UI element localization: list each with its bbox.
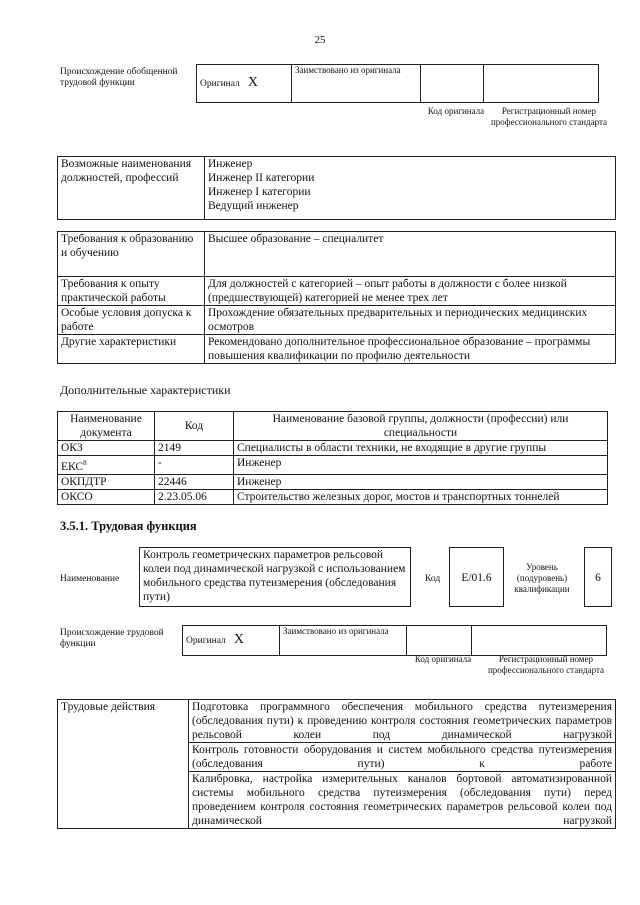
req-value: Рекомендовано дополнительное профессиональное образование – программы повышения квалификации по профилю деятельности [205, 335, 616, 364]
possible-titles-table [57, 156, 616, 220]
borrowed-cell: Заимствовано из оригинала [280, 626, 407, 656]
doc-group: Инженер [234, 456, 608, 475]
origin-function-table [182, 625, 607, 656]
original-label: Оригинал [186, 636, 226, 646]
footnote-mark: 8 [83, 459, 87, 467]
labor-actions-label: Трудовые действия [58, 700, 189, 829]
labor-action-item: Подготовка программного обеспечения мобильного средства путеизмерения (обследования пути) к проведению контроля состояния геометрических параметров рельсовой колеи под динамической нагрузкой [189, 700, 616, 743]
page-number: 25 [314, 34, 326, 46]
function-name-value: Контроль геометрических параметров рельсовой колеи под динамической нагрузкой с использованием мобильного средства путеизмерения (обследования пути) [139, 547, 411, 607]
labor-action-item: Контроль готовности оборудования и систем мобильного средства путеизмерения (обследования пути) к работе [189, 743, 616, 772]
section-heading: 3.5.1. Трудовая функция [60, 519, 197, 533]
original-mark: X [233, 632, 244, 647]
origin-generalized-table [196, 64, 599, 103]
req-label: Особые условия допуска к работе [58, 306, 205, 335]
req-label: Требования к опыту практической работы [58, 277, 205, 306]
doc-group: Инженер [234, 474, 608, 489]
title-item: Инженер I категории [208, 186, 311, 198]
labor-actions-table [57, 699, 616, 829]
header-code: Код [155, 412, 234, 441]
req-label: Другие характеристики [58, 335, 205, 364]
header-name: Наименование базовой группы, должности (профессии) или специальности [234, 412, 608, 441]
function-name-label: Наименование [60, 574, 120, 584]
labor-action-item: Калибровка, настройка измерительных каналов бортовой автоматизированной системы мобильного средства путеизмерения (обследования пути) перед проведением контроля состояния геометрических параметров рельсовой колеи под динамической нагрузкой [189, 772, 616, 829]
req-value: Для должностей с категорией – опыт работы в должности с более низкой (предшествующей) категорией не менее трех лет [205, 277, 616, 306]
origin-generalized-label: Происхождение обобщенной трудовой функции [60, 67, 178, 88]
possible-titles-label: Возможные наименования должностей, профессий [58, 157, 205, 220]
additional-table [57, 411, 608, 505]
regnum-caption: Регистрационный номер профессионального стандарта [487, 654, 605, 675]
doc-code: 22446 [155, 474, 234, 489]
code-caption: Код оригинала [414, 654, 472, 664]
doc-group: Специалисты в области техники, не входящие в другие группы [234, 441, 608, 456]
possible-titles-values [205, 157, 616, 220]
title-item: Инженер II категории [208, 172, 315, 184]
regnum-cell [484, 65, 599, 103]
doc-group: Строительство железных дорог, мостов и транспортных тоннелей [234, 489, 608, 504]
doc-code: - [155, 456, 234, 475]
req-value: Высшее образование – специалитет [205, 232, 616, 277]
doc-name: ОКЗ [61, 442, 83, 454]
title-item: Ведущий инженер [208, 200, 299, 212]
original-code-cell [407, 626, 472, 656]
doc-name: ЕКС [61, 460, 84, 473]
original-label: Оригинал [200, 79, 240, 89]
doc-name: ОКПДТР [61, 475, 107, 488]
requirements-table [57, 231, 616, 364]
table-row [58, 489, 608, 504]
doc-code: 2.23.05.06 [155, 489, 234, 504]
additional-title: Дополнительные характеристики [60, 383, 231, 397]
req-label: Требования к образованию и обучению [58, 232, 205, 277]
doc-code: 2149 [155, 441, 234, 456]
original-cell [197, 65, 292, 103]
borrowed-cell: Заимствовано из оригинала [292, 65, 421, 103]
table-row [58, 441, 608, 456]
regnum-cell [472, 626, 607, 656]
origin-function-label: Происхождение трудовой функции [60, 628, 164, 649]
function-level-label: Уровень (подуровень) квалификации [514, 562, 570, 594]
function-level-value: 6 [584, 547, 612, 607]
function-code-value: E/01.6 [449, 547, 504, 607]
original-mark: X [247, 75, 258, 90]
function-code-label: Код [425, 574, 441, 584]
regnum-caption: Регистрационный номер профессионального стандарта [490, 106, 608, 127]
original-code-cell [421, 65, 484, 103]
original-cell [183, 626, 280, 656]
title-item: Инженер [208, 158, 253, 170]
doc-name: ОКСО [61, 490, 93, 503]
header-doc: Наименование документа [58, 412, 155, 441]
code-caption: Код оригинала [427, 106, 485, 116]
table-row [58, 456, 608, 475]
table-row [58, 474, 608, 489]
req-value: Прохождение обязательных предварительных и периодических медицинских осмотров [205, 306, 616, 335]
